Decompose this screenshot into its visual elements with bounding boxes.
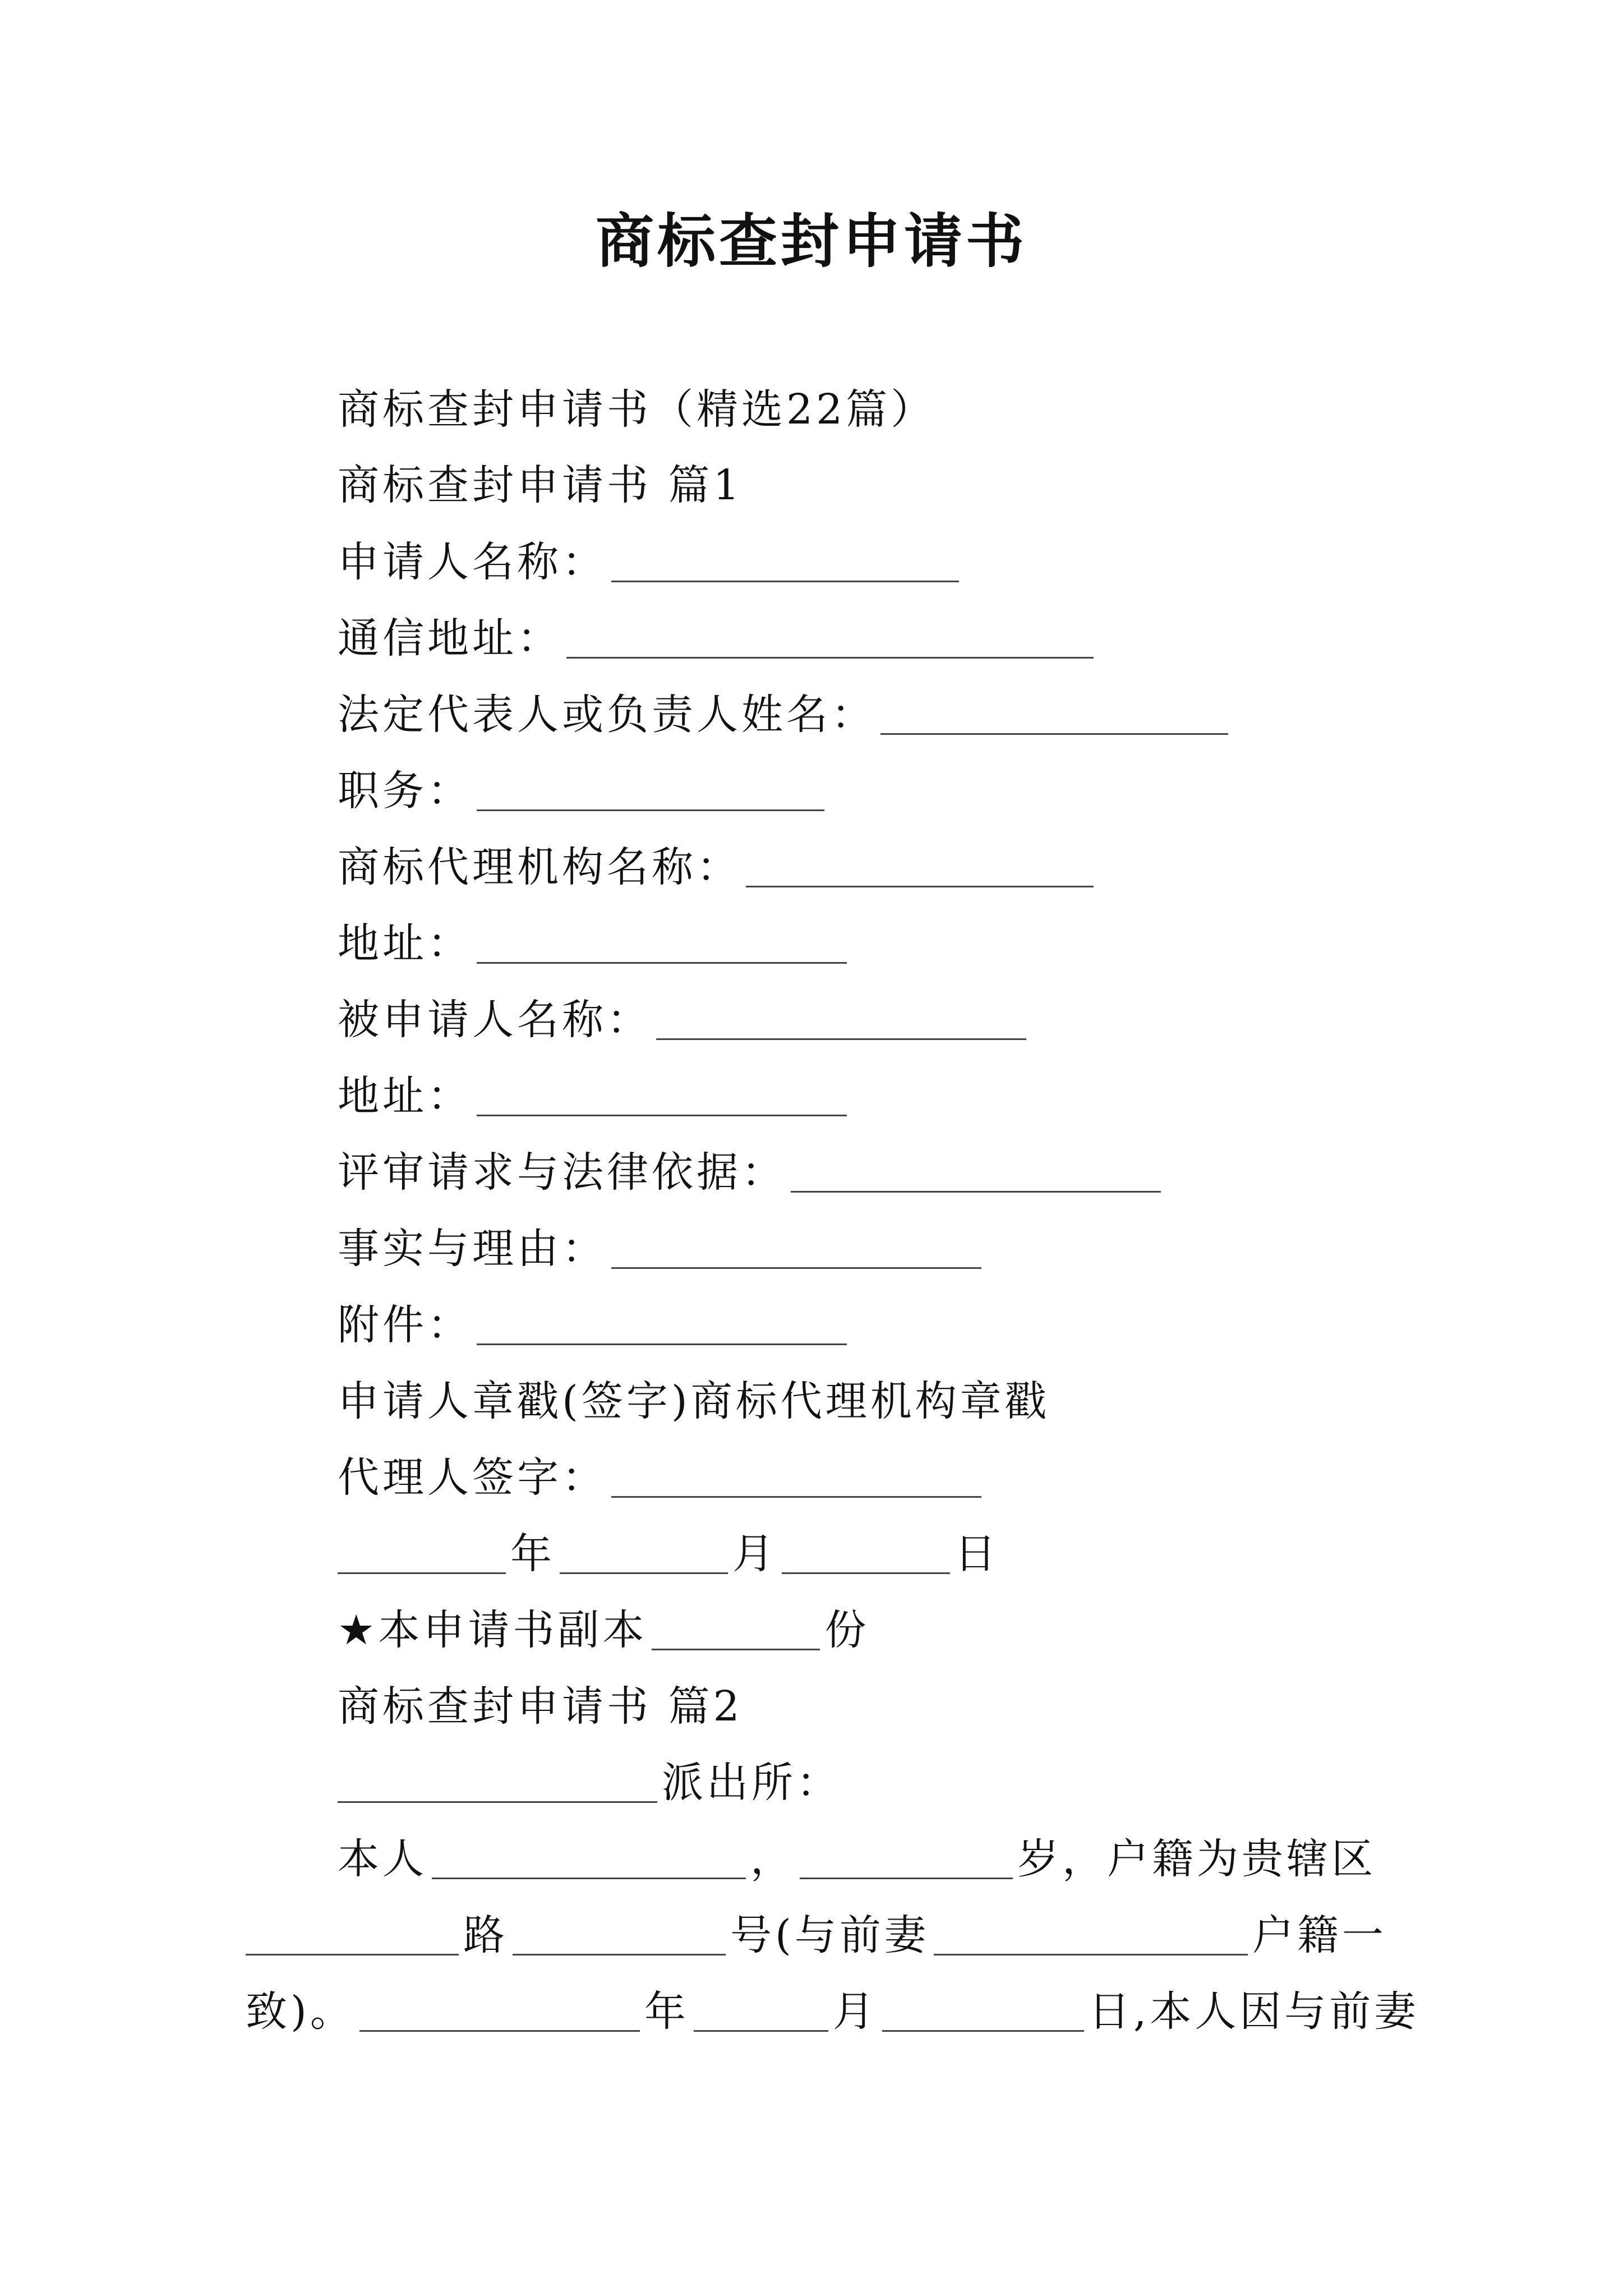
field-label: 评审请求与法律依据： — [338, 1148, 786, 1197]
field-label: 事实与理由： — [338, 1225, 607, 1273]
field-label: 商标代理机构名称： — [338, 843, 741, 891]
paragraph-text: 岁，户籍为贵辖区 — [1017, 1835, 1376, 1883]
applicant-name-row — [338, 534, 963, 590]
day-label: 日 — [955, 1530, 999, 1578]
paragraph-text: 致)。 — [246, 1987, 355, 2036]
paragraph-text: 路 — [463, 1911, 508, 1959]
paragraph-text: 号(与前妻 — [730, 1911, 929, 1959]
respondent-name-blank — [656, 996, 1026, 1040]
address-row-1 — [338, 915, 851, 972]
address-row-2 — [338, 1068, 851, 1124]
year-blank-2 — [359, 1987, 640, 2032]
year-blank — [338, 1530, 506, 1574]
agent-signature-row — [338, 1450, 986, 1506]
field-label: 被申请人名称： — [338, 996, 652, 1044]
age-blank — [800, 1835, 1013, 1879]
field-label: 通信地址： — [338, 614, 562, 662]
facts-reasons-row — [338, 1221, 986, 1277]
number-blank — [513, 1911, 726, 1955]
paragraph-text: 月 — [832, 1987, 878, 2036]
legal-rep-blank — [880, 691, 1228, 735]
agent-signature-blank — [611, 1453, 981, 1498]
month-blank-2 — [694, 1987, 828, 2032]
field-label: 申请人名称： — [338, 538, 607, 586]
police-station-label: 派出所： — [662, 1759, 841, 1807]
ex-wife-blank — [934, 1911, 1248, 1955]
respondent-name-row — [338, 992, 1031, 1048]
copies-row — [338, 1602, 869, 1658]
year-label: 年 — [510, 1530, 555, 1578]
address-2-blank — [477, 1072, 847, 1116]
paragraph-text: 本人 — [338, 1835, 427, 1883]
police-station-row — [338, 1755, 841, 1811]
paragraph-text: 年 — [644, 1987, 689, 2036]
month-blank — [560, 1530, 728, 1574]
field-label: 法定代表人或负责人姓名： — [338, 691, 876, 739]
month-label: 月 — [732, 1530, 777, 1578]
legal-rep-row — [338, 687, 1233, 743]
paragraph-text: 日,本人因与前妻 — [1088, 1987, 1419, 2036]
date-row — [338, 1526, 999, 1582]
copies-prefix: 本申请书副本 — [378, 1606, 648, 1654]
field-label: 地址： — [338, 919, 472, 968]
field-label: 代理人签字： — [338, 1453, 607, 1502]
paragraph-line-1 — [338, 1831, 1376, 1887]
paragraph-text: ， — [750, 1835, 795, 1883]
seal-line: 申请人章戳(签字)商标代理机构章戳 — [338, 1377, 1050, 1425]
attachments-blank — [477, 1301, 847, 1345]
paragraph-line-3 — [246, 1984, 1419, 2040]
paragraph-text: 户籍一 — [1252, 1911, 1387, 1959]
address-1-blank — [477, 919, 847, 964]
copies-suffix: 份 — [824, 1606, 870, 1654]
request-basis-blank — [791, 1148, 1161, 1193]
attachments-row — [338, 1297, 851, 1353]
name-blank — [432, 1835, 746, 1879]
day-blank — [782, 1530, 950, 1574]
day-blank-2 — [882, 1987, 1084, 2032]
agency-name-row — [338, 839, 1098, 895]
field-label: 地址： — [338, 1072, 472, 1120]
paragraph-line-2 — [246, 1907, 1387, 1963]
intro-line: 商标查封申请书（精选22篇） — [338, 385, 936, 434]
mailing-address-row — [338, 610, 1098, 666]
mailing-address-blank — [566, 614, 1094, 659]
position-blank — [477, 767, 824, 811]
position-row — [338, 763, 829, 819]
police-station-blank — [338, 1759, 657, 1803]
copies-blank — [652, 1606, 820, 1650]
facts-reasons-blank — [611, 1225, 981, 1269]
road-blank — [246, 1911, 459, 1955]
star-icon: ★ — [338, 1606, 379, 1654]
field-label: 附件： — [338, 1301, 472, 1349]
agency-name-blank — [746, 843, 1094, 887]
section-2-heading: 商标查封申请书 篇2 — [338, 1682, 743, 1731]
section-1-heading: 商标查封申请书 篇1 — [338, 461, 743, 509]
document-title: 商标查封申请书 — [595, 206, 1027, 275]
field-label: 职务： — [338, 767, 472, 815]
request-basis-row — [338, 1144, 1165, 1200]
applicant-name-blank — [611, 538, 959, 582]
